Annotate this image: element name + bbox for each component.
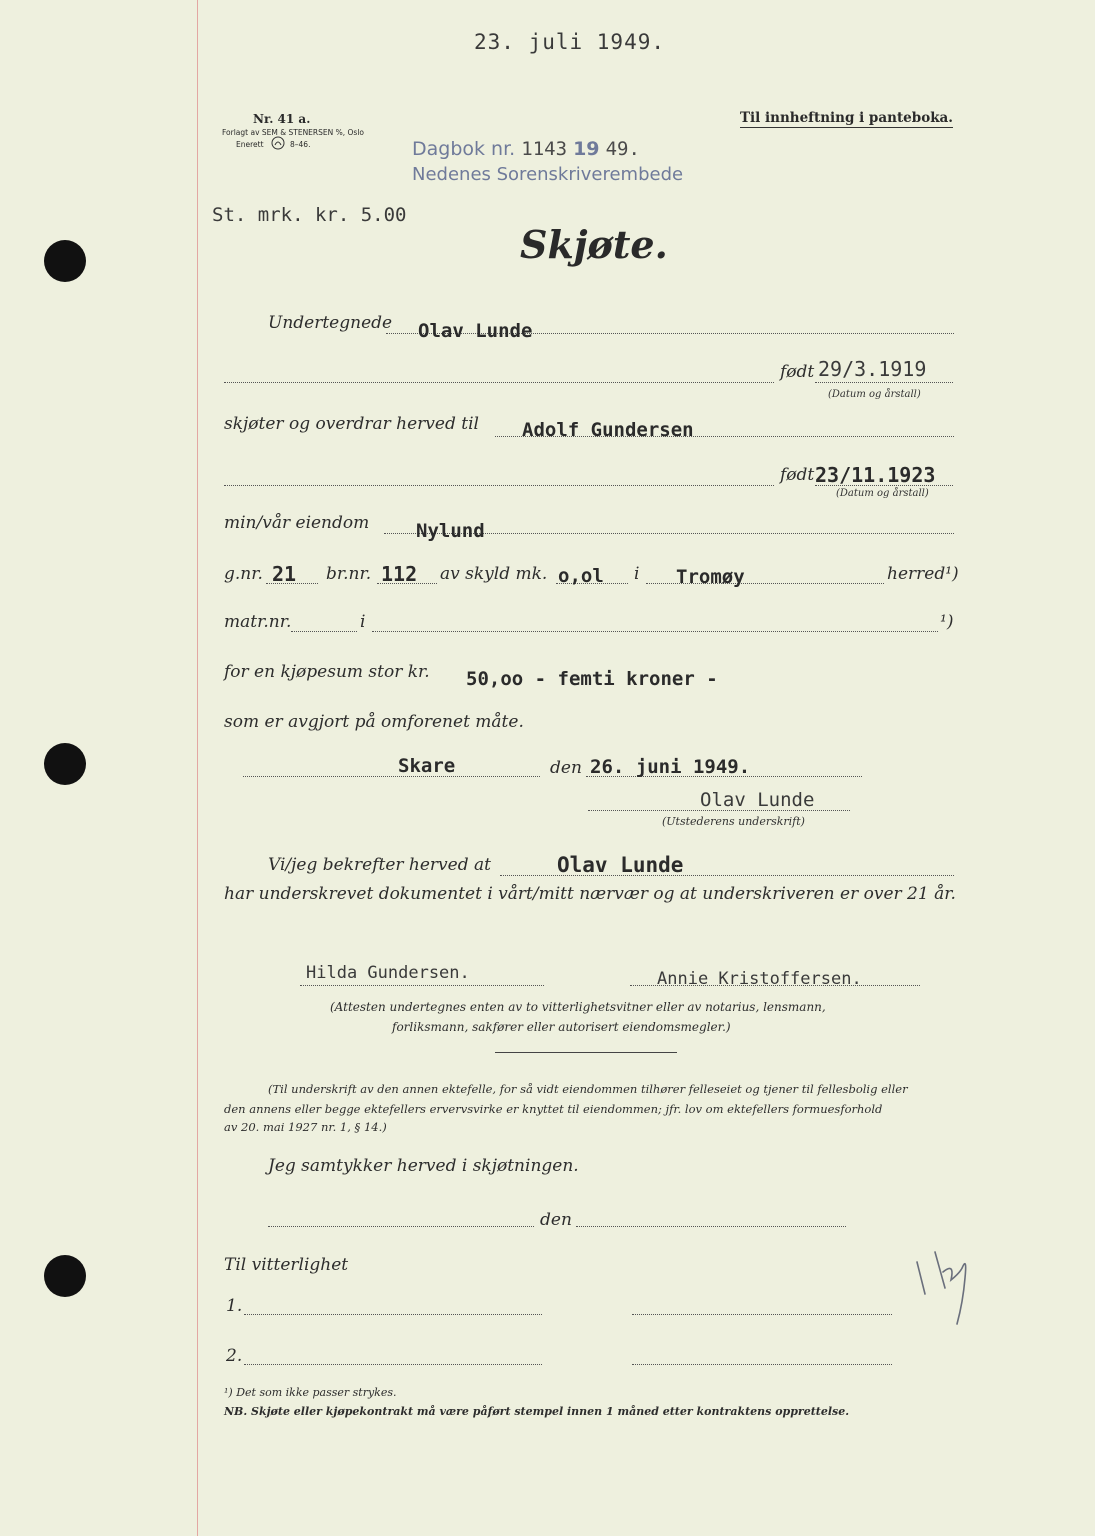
brnr-value: 112 [381,562,418,586]
fodt-label-2: født [780,465,815,485]
punch-hole [44,240,86,282]
dotted-line [224,485,774,486]
page-title: Skjøte. [520,222,668,267]
transfer-label: skjøter og overdrar herved til [224,414,479,434]
handwritten-initials-icon [905,1232,985,1332]
witness-1: Hilda Gundersen. [306,963,470,983]
gnr-value: 21 [272,562,297,586]
municipality: Tromøy [676,566,745,588]
filing-note: Til innheftning i panteboka. [740,110,954,126]
issuer-caption: (Utstederens underskrift) [662,815,805,828]
price-value: 50,oo - femti kroner - [466,668,718,690]
publisher-enerett: Enerett [236,140,264,149]
spouse-note-1: (Til underskrift av den annen ektefelle, for så vidt eiendommen tilhører felleseiet og tjener til fellesbolig eller [268,1082,908,1096]
herred-label: herred¹) [887,564,959,584]
consent-text: Jeg samtykker herved i skjøtningen. [268,1156,579,1176]
price-label: for en kjøpesum stor kr. [224,662,430,682]
buyer-name: Adolf Gundersen [522,419,694,441]
dagbok-year-prefix: 19 [573,138,600,160]
publisher-date: 8–46. [290,140,311,149]
dotted-line [576,1226,846,1227]
dotted-line [244,1364,542,1365]
gnr-label: g.nr. [224,564,263,584]
dagbok-stamp [412,138,640,160]
eiendom-label: min/vår eiendom [224,513,370,533]
attest-note-1: (Attesten undertegnes enten av to vitterlighetsvitner eller av notarius, lensmann, [330,1000,826,1014]
den-label: den [550,758,582,778]
dotted-line [244,1314,542,1315]
publisher-line: Forlagt av SEM & STENERSEN %, Oslo [222,128,365,137]
seller-birth: 29/3.1919 [818,357,927,381]
dagbok-year: 49. [605,138,640,160]
witness-2: Annie Kristoffersen. [657,969,862,989]
brnr-label: br.nr. [326,564,372,584]
dotted-line [815,382,953,383]
matr-label: matr.nr. [224,612,292,632]
dotted-line [243,776,540,777]
property-name: Nylund [416,520,485,542]
matr-end: ¹) [940,612,954,632]
dotted-line [224,382,774,383]
place: Skare [398,755,456,777]
footnote: ¹) Det som ikke passer strykes. [224,1386,397,1399]
top-date: 23. juli 1949. [474,30,666,54]
margin-rule [197,0,198,1536]
settled-text: som er avgjort på omforenet måte. [224,712,524,732]
datum-note-2: (Datum og årstall) [836,488,929,499]
matr-i: i [360,612,366,632]
publisher-logo-icon [271,136,285,150]
witness-line-2-number: 2. [226,1346,243,1366]
confirm-label: Vi/jeg bekrefter herved at [268,855,491,875]
vitterlighet-label: Til vitterlighet [224,1255,349,1275]
dotted-line [300,985,544,986]
confirm-text: har underskrevet dokumentet i vårt/mitt nærvær og at underskriveren er over 21 år. [224,884,956,904]
spouse-note-3: av 20. mai 1927 nr. 1, § 14.) [224,1120,387,1134]
dotted-line [632,1314,892,1315]
dagbok-number: 1143 [521,138,568,160]
undertegnede-label: Undertegnede [268,313,393,333]
office-stamp: Nedenes Sorenskriverembede [412,164,684,185]
dotted-line [291,631,357,632]
fodt-label: født [780,362,815,382]
punch-hole [44,1255,86,1297]
nb-note: NB. Skjøte eller kjøpekontrakt må være påført stempel innen 1 måned etter kontraktens opprettelse. [224,1405,850,1418]
dotted-line [632,1364,892,1365]
datum-note: (Datum og årstall) [828,389,921,400]
witness-line-1-number: 1. [226,1296,243,1316]
spouse-den-label: den [540,1210,572,1230]
form-number: Nr. 41 a. [253,112,311,126]
attest-note-2: forliksmann, sakfører eller autorisert eiendomsmegler.) [392,1020,731,1034]
divider [495,1052,677,1053]
spouse-note-2: den annens eller begge ektefellers ervervsvirke er knyttet til eiendommen; jfr. lov om ektefellers formuesforhold [224,1102,883,1116]
skyld-value: o,ol [558,565,604,587]
dotted-line [268,1226,534,1227]
confirm-name: Olav Lunde [557,853,684,877]
i-label: i [634,564,640,584]
punch-hole [44,743,86,785]
stamp-fee: St. mrk. kr. 5.00 [212,204,407,226]
buyer-birth: 23/11.1923 [815,463,936,487]
sign-date: 26. juni 1949. [590,756,751,778]
issuer-signature: Olav Lunde [700,789,815,811]
dotted-line [372,631,938,632]
skyld-label: av skyld mk. [440,564,548,584]
dagbok-label: Dagbok nr. [412,138,516,160]
seller-name: Olav Lunde [418,320,533,342]
